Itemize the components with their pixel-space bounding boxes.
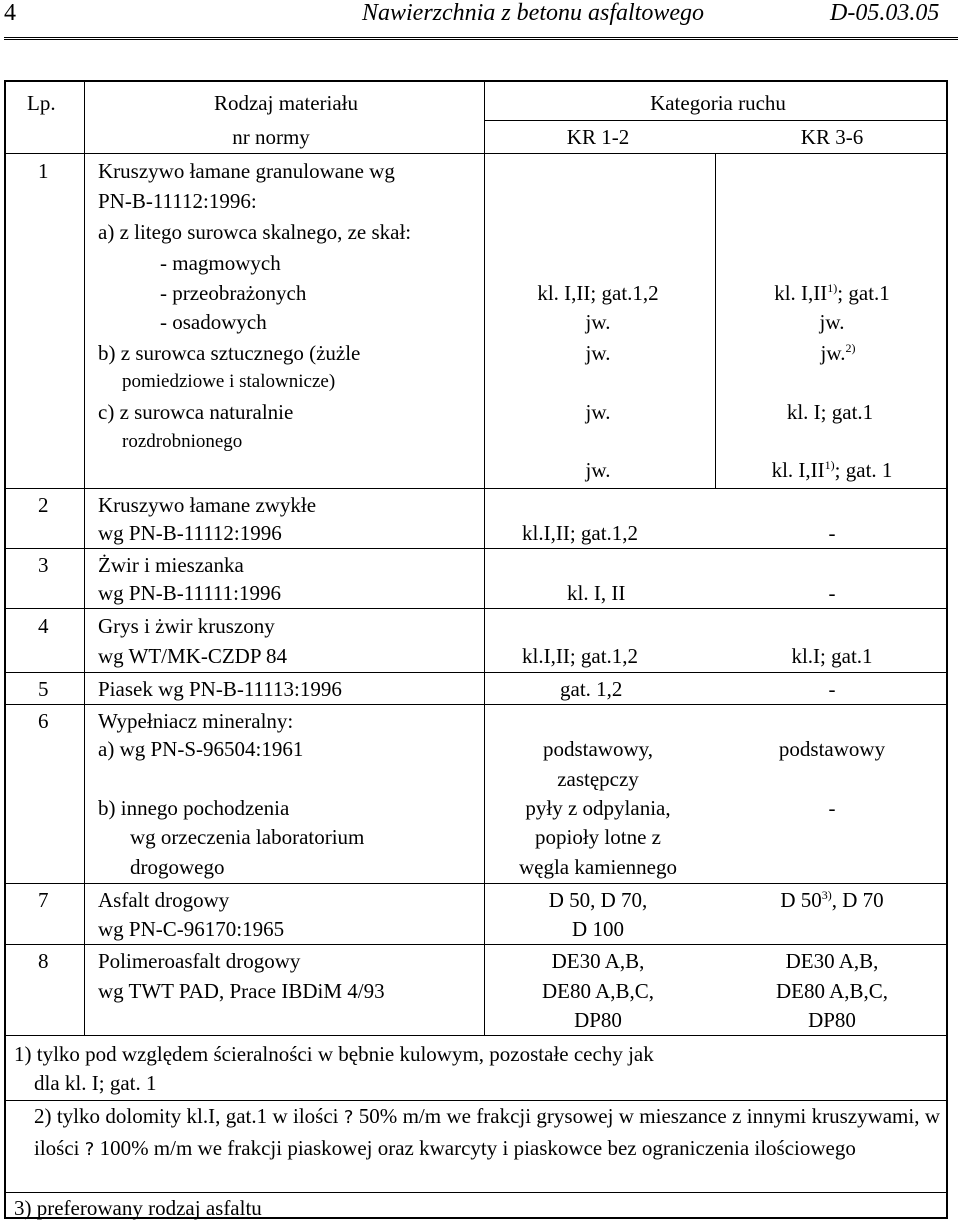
row-5-kr12: gat. 1,2: [560, 677, 623, 701]
row-6-kr36: -: [828, 796, 836, 820]
row-2-kr12: kl.I,II; gat.1,2: [522, 521, 639, 545]
row-1-kr36: jw.: [819, 310, 845, 334]
row-divider: [4, 488, 948, 489]
row-1-kr36: [772, 455, 893, 485]
row-divider: [4, 1035, 948, 1036]
footnote-2-text: 100% m/m we frakcji piaskowej oraz kwarcyty i piaskowce bez ograniczenia ilościowego: [94, 1136, 856, 1160]
row-6-lp: 6: [38, 709, 49, 733]
footnote-2: [14, 1101, 940, 1165]
header-rule-2: [4, 39, 958, 40]
footnote-ref: 2): [845, 341, 856, 355]
row-1-kr12: jw.: [585, 310, 611, 334]
row-4-line: wg WT/MK-CZDP 84: [98, 644, 287, 668]
row-3-kr36: -: [828, 581, 836, 605]
kr36-value: ; gat.1: [837, 281, 890, 305]
row-2-kr36: -: [828, 521, 836, 545]
row-8-kr36: DE30 A,B,: [785, 949, 879, 973]
row-1-line: - osadowych: [160, 310, 267, 334]
row-divider: [4, 672, 948, 673]
row-8-line: wg TWT PAD, Prace IBDiM 4/93: [98, 979, 385, 1003]
row-1-kr36: [774, 278, 890, 308]
row-5-lp: 5: [38, 677, 49, 701]
kr36-value: , D 70: [831, 888, 884, 912]
header-lp: Lp.: [27, 91, 56, 115]
row-1-line: PN-B-11112:1996:: [98, 189, 257, 213]
row-8-kr12: DP80: [574, 1008, 622, 1032]
header-material: Rodzaj materiału: [213, 91, 359, 115]
row-divider: [4, 944, 948, 945]
row-8-kr12: DE80 A,B,C,: [541, 979, 655, 1003]
row-1-kr36: kl. I; gat.1: [786, 400, 874, 424]
row-divider: [4, 153, 948, 154]
row-1-kr12: jw.: [585, 458, 611, 482]
footnote-ref: 1): [824, 458, 835, 472]
row-5-line: Piasek wg PN-B-11113:1996: [98, 677, 342, 701]
row-8-line: Polimeroasfalt drogowy: [98, 949, 301, 973]
header-norm: nr normy: [232, 125, 310, 149]
row-6-line: Wypełniacz mineralny:: [98, 709, 294, 733]
column-divider: [484, 80, 485, 1035]
kr36-value: jw.: [820, 341, 846, 365]
row-1-line: - przeobrażonych: [160, 281, 307, 305]
footnote-2-text: 2) tylko dolomity kl.I, gat.1 w ilości: [34, 1104, 339, 1128]
row-1-line: - magmowych: [160, 251, 281, 275]
row-divider: [484, 120, 948, 121]
row-3-line: Żwir i mieszanka: [98, 553, 244, 577]
kr36-value: kl. I,II: [774, 281, 828, 305]
row-6-kr12: popioły lotne z: [535, 825, 661, 849]
row-1-kr12: kl. I,II; gat.1,2: [537, 281, 659, 305]
document-code: D-05.03.05: [830, 0, 940, 26]
row-7-lp: 7: [38, 888, 49, 912]
row-4-kr36: kl.I; gat.1: [791, 644, 873, 668]
row-6-line: drogowego: [130, 855, 225, 879]
row-8-kr36: DE80 A,B,C,: [775, 979, 889, 1003]
row-6-line: b) innego pochodzenia: [98, 796, 290, 820]
page-header: [0, 0, 960, 40]
row-1-kr12: jw.: [585, 341, 611, 365]
unknown-symbol-icon: ?: [343, 1107, 354, 1128]
row-7-line: wg PN-C-96170:1965: [98, 917, 285, 941]
row-divider: [4, 608, 948, 609]
row-3-kr12: kl. I, II: [567, 581, 626, 605]
row-1-line: c) z surowca naturalnie: [98, 400, 294, 424]
row-1-line: a) z litego surowca skalnego, ze skał:: [98, 220, 412, 244]
footnote-3: 3) preferowany rodzaj asfaltu: [14, 1196, 262, 1220]
document-title: Nawierzchnia z betonu asfaltowego: [362, 0, 704, 26]
row-1-line: b) z surowca sztucznego (żużle: [98, 341, 361, 365]
footnote-ref: 1): [827, 281, 838, 295]
row-1-kr12: jw.: [585, 400, 611, 424]
row-3-lp: 3: [38, 553, 49, 577]
row-1-kr36: [821, 338, 856, 368]
footnote-1: 1) tylko pod względem ścieralności w bębnie kulowym, pozostałe cechy jak: [14, 1042, 654, 1066]
row-3-line: wg PN-B-11111:1996: [98, 581, 281, 605]
row-2-lp: 2: [38, 493, 49, 517]
row-6-kr12: pyły z odpylania,: [525, 796, 671, 820]
column-divider: [715, 153, 716, 488]
row-8-kr36: DP80: [808, 1008, 856, 1032]
row-8-kr12: DE30 A,B,: [551, 949, 645, 973]
row-6-line: wg orzeczenia laboratorium: [130, 825, 365, 849]
page-number: 4: [4, 0, 16, 26]
row-7-line: Asfalt drogowy: [98, 888, 230, 912]
row-divider: [4, 883, 948, 884]
kr36-value: D 50: [780, 888, 822, 912]
row-8-lp: 8: [38, 949, 49, 973]
header-rule: [4, 37, 958, 38]
row-1-line: pomiedziowe i stalownicze): [122, 371, 336, 392]
header-kr36: KR 3-6: [800, 125, 864, 149]
row-1-lp: 1: [38, 159, 49, 183]
row-6-kr12: zastępczy: [557, 767, 639, 791]
kr36-value: kl. I,II: [771, 458, 825, 482]
row-4-line: Grys i żwir kruszony: [98, 614, 275, 638]
row-1-line: Kruszywo łamane granulowane wg: [98, 159, 395, 183]
footnote-ref: 3): [821, 888, 832, 902]
row-7-kr12: D 100: [572, 917, 624, 941]
footnote-2-text: 50% m/m we frakcji grysowej w mieszance z innymi kruszywami, w ilości: [34, 1104, 940, 1160]
header-kr12: KR 1-2: [566, 125, 630, 149]
row-divider: [4, 548, 948, 549]
row-5-kr36: -: [828, 677, 836, 701]
row-divider: [4, 704, 948, 705]
kr36-value: ; gat. 1: [834, 458, 893, 482]
row-2-line: Kruszywo łamane zwykłe: [98, 493, 317, 517]
row-6-kr12: węgla kamiennego: [518, 855, 678, 879]
row-7-kr12: D 50, D 70,: [548, 888, 648, 912]
row-6-kr12: podstawowy,: [542, 737, 654, 761]
row-6-line: a) wg PN-S-96504:1961: [98, 737, 304, 761]
row-4-kr12: kl.I,II; gat.1,2: [522, 644, 639, 668]
row-4-lp: 4: [38, 614, 49, 638]
row-2-line: wg PN-B-11112:1996: [98, 521, 282, 545]
row-7-kr36: [780, 885, 883, 915]
row-6-kr36: podstawowy: [778, 737, 886, 761]
row-1-line: rozdrobnionego: [122, 431, 243, 452]
header-category: Kategoria ruchu: [650, 91, 786, 115]
footnote-1-cont: dla kl. I; gat. 1: [34, 1071, 157, 1095]
unknown-symbol-icon: ?: [84, 1139, 95, 1160]
column-divider: [84, 80, 85, 1035]
